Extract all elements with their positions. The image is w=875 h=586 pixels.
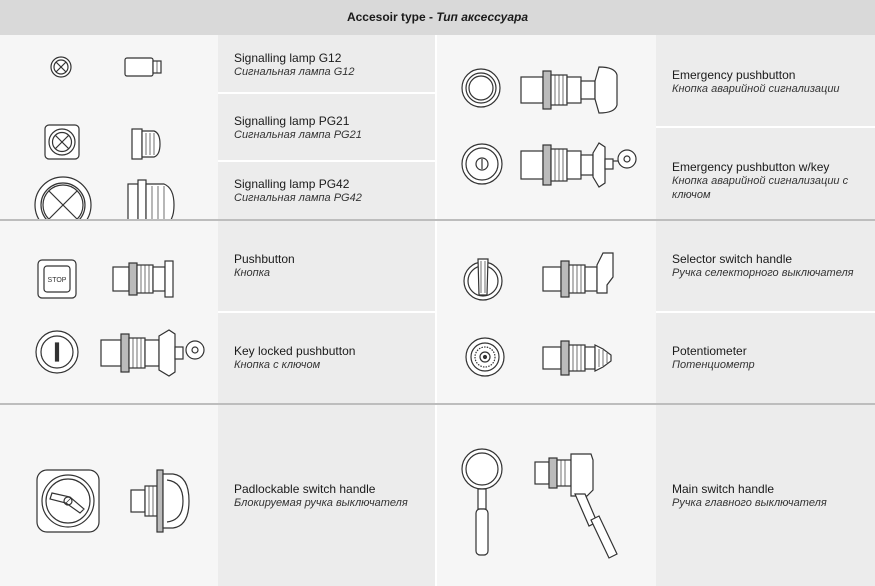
potentiometer-front-icon xyxy=(465,337,505,377)
padlockable-switch-side-icon xyxy=(129,468,193,534)
key-locked-pushbutton-front-icon xyxy=(35,330,79,374)
header-title-ru: Тип аксессуара xyxy=(436,10,529,24)
selector-switch-side-icon xyxy=(541,251,617,303)
potentiometer-side-icon xyxy=(541,337,617,379)
section-switch-handles xyxy=(0,405,875,586)
main-switch-front-icon xyxy=(460,447,504,559)
header-separator: - xyxy=(425,10,437,24)
signalling-lamp-pg21-side-icon xyxy=(130,127,162,161)
section-signalling-emergency xyxy=(0,35,875,219)
section-pushbutton-selector xyxy=(0,221,875,403)
item-pg21: Signalling lamp PG21 Сигнальная лампа PG21 xyxy=(234,114,362,141)
emergency-pushbutton-key-side-icon xyxy=(519,139,639,191)
emergency-pushbutton-key-front-icon xyxy=(461,143,503,185)
key-locked-pushbutton-side-icon xyxy=(99,328,207,378)
main-switch-side-icon xyxy=(533,450,623,560)
item-padlockable: Padlockable switch handle Блокируемая ручка выключателя xyxy=(234,482,408,509)
item-potentiometer: Potentiometer Потенциометр xyxy=(672,344,755,371)
emergency-pushbutton-side-icon xyxy=(519,65,623,115)
stop-pushbutton-front-icon xyxy=(37,259,77,299)
signalling-lamp-g12-front-icon xyxy=(49,55,73,79)
item-emergency: Emergency pushbutton Кнопка аварийной сигнализации xyxy=(672,68,840,95)
item-key-locked: Key locked pushbutton Кнопка с ключом xyxy=(234,344,356,371)
item-pg42: Signalling lamp PG42 Сигнальная лампа PG42 xyxy=(234,177,362,204)
padlockable-switch-front-icon xyxy=(36,469,100,533)
item-g12: Signalling lamp G12 Сигнальная лампа G12 xyxy=(234,51,355,78)
item-selector: Selector switch handle Ручка селекторного выключателя xyxy=(672,252,854,279)
header-title-en: Accesoir type xyxy=(346,10,426,24)
table-header xyxy=(0,0,875,35)
item-pushbutton: Pushbutton Кнопка xyxy=(234,252,295,279)
item-main-switch: Main switch handle Ручка главного выключателя xyxy=(672,482,827,509)
item-emergency-key: Emergency pushbutton w/key Кнопка аварийной сигнализации с ключом xyxy=(672,160,849,201)
stop-text: STOP xyxy=(47,277,67,284)
pushbutton-side-icon xyxy=(111,257,177,301)
signalling-lamp-g12-side-icon xyxy=(124,56,164,78)
selector-switch-front-icon xyxy=(463,255,503,303)
signalling-lamp-pg21-front-icon xyxy=(44,124,80,160)
emergency-pushbutton-front-icon xyxy=(461,68,501,108)
